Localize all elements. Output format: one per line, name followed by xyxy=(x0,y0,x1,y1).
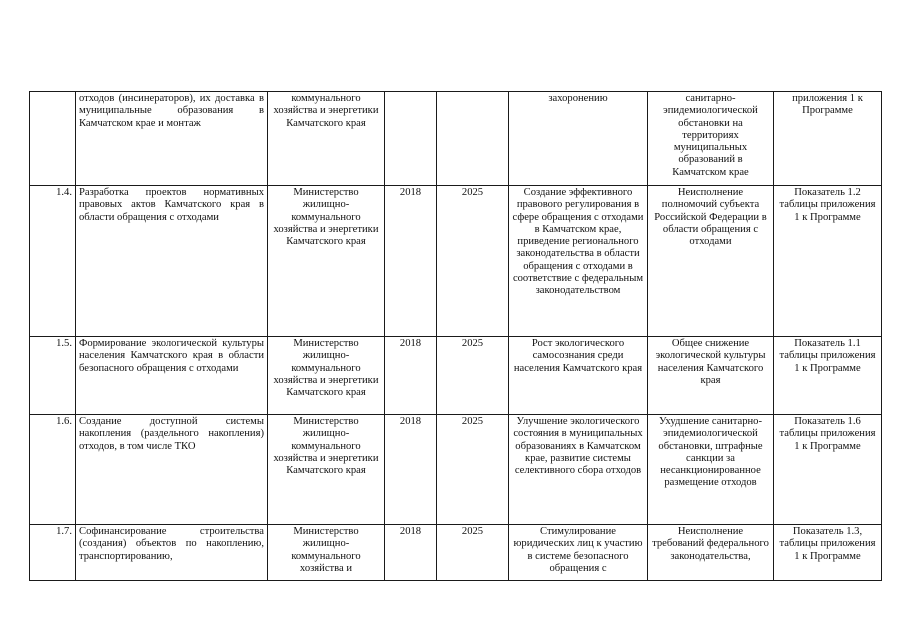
start-year: 2018 xyxy=(385,525,437,581)
table-row xyxy=(30,186,882,337)
start-year: 2018 xyxy=(385,337,437,415)
end-year: 2025 xyxy=(437,525,509,581)
end-year xyxy=(437,92,509,186)
indicator-link: Показатель 1.2 таблицы приложения 1 к Программе xyxy=(774,186,882,337)
executor: Министерство жилищно-коммунального хозяйства и xyxy=(268,525,385,581)
row-number: 1.6. xyxy=(30,415,76,525)
measure-name: Разработка проектов нормативных правовых актов Камчатского края в области обращения с отходами xyxy=(76,186,268,337)
expected-result: Стимулирование юридических лиц к участию в системе безопасного обращения с xyxy=(509,525,648,581)
row-number: 1.4. xyxy=(30,186,76,337)
start-year: 2018 xyxy=(385,186,437,337)
row-number: 1.7. xyxy=(30,525,76,581)
executor: Министерство жилищно-коммунального хозяйства и энергетики Камчатского края xyxy=(268,415,385,525)
measure-name: Создание доступной системы накопления (раздельного накопления) отходов, в том числе ТКО xyxy=(76,415,268,525)
expected-result: Рост экологического самосознания среди населения Камчатского края xyxy=(509,337,648,415)
indicator-link: Показатель 1.6 таблицы приложения 1 к Программе xyxy=(774,415,882,525)
measure-name: Формирование экологической культуры населения Камчатского края в области безопасного обращения с отходами xyxy=(76,337,268,415)
row-number xyxy=(30,92,76,186)
table-row xyxy=(30,92,882,186)
start-year: 2018 xyxy=(385,415,437,525)
executor: Министерство жилищно-коммунального хозяйства и энергетики Камчатского края xyxy=(268,186,385,337)
non-implementation-consequence: Ухудшение санитарно-эпидемиологической обстановки, штрафные санкции за несанкционированное размещение отходов xyxy=(648,415,774,525)
start-year xyxy=(385,92,437,186)
expected-result: Улучшение экологического состояния в муниципальных образованиях в Камчатском крае, развитие системы селективного сбора отходов xyxy=(509,415,648,525)
measure-name: отходов (инсинераторов), их доставка в муниципальные образования в Камчатском крае и монтаж xyxy=(76,92,268,186)
non-implementation-consequence: Неисполнение требований федерального законодательства, xyxy=(648,525,774,581)
measures-table xyxy=(29,91,882,581)
end-year: 2025 xyxy=(437,186,509,337)
end-year: 2025 xyxy=(437,415,509,525)
expected-result: Создание эффективного правового регулирования в сфере обращения с отходами в Камчатском крае, приведение регионального законодательства в области обращения с отходами в соответствие с федеральным законодательством xyxy=(509,186,648,337)
executor: Министерство жилищно-коммунального хозяйства и энергетики Камчатского края xyxy=(268,337,385,415)
non-implementation-consequence: Общее снижение экологической культуры населения Камчатского края xyxy=(648,337,774,415)
indicator-link: приложения 1 к Программе xyxy=(774,92,882,186)
non-implementation-consequence: санитарно-эпидемиологической обстановки на территориях муниципальных образований в Камчатском крае xyxy=(648,92,774,186)
table-row xyxy=(30,525,882,581)
row-number: 1.5. xyxy=(30,337,76,415)
non-implementation-consequence: Неисполнение полномочий субъекта Российской Федерации в области обращения с отходами xyxy=(648,186,774,337)
indicator-link: Показатель 1.3, таблицы приложения 1 к Программе xyxy=(774,525,882,581)
indicator-link: Показатель 1.1 таблицы приложения 1 к Программе xyxy=(774,337,882,415)
table-row xyxy=(30,337,882,415)
expected-result: захоронению xyxy=(509,92,648,186)
table-row xyxy=(30,415,882,525)
end-year: 2025 xyxy=(437,337,509,415)
measure-name: Софинансирование строительства (создания) объектов по накоплению, транспортированию, xyxy=(76,525,268,581)
executor: коммунального хозяйства и энергетики Камчатского края xyxy=(268,92,385,186)
